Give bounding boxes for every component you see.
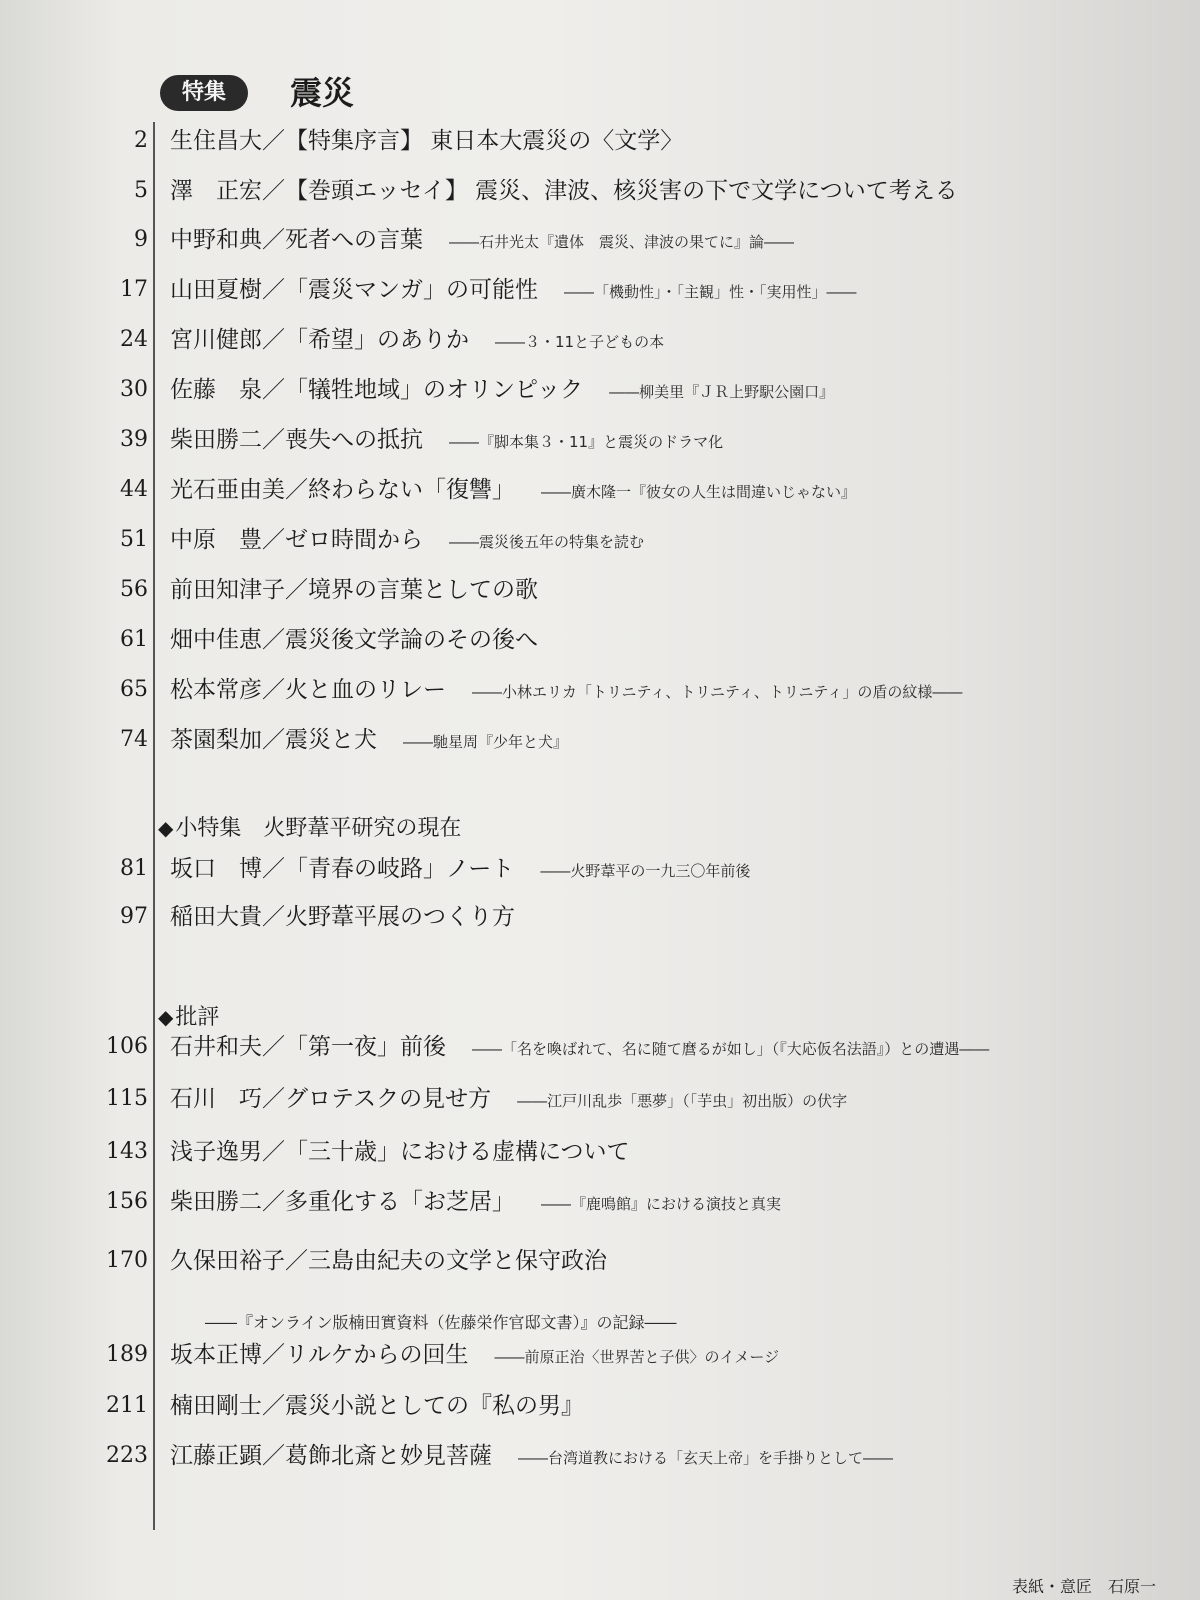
author-title-separator: ／ <box>262 427 285 453</box>
cover-credit: 表紙・意匠 石原一 <box>1012 1577 1157 1596</box>
entry-title: 「第一夜」前後 <box>285 1034 446 1060</box>
entry-subtitle: ――『脚本集３・11』と震災のドラマ化 <box>449 433 724 451</box>
toc-entry <box>0 1185 1200 1219</box>
author-title-separator: ／ <box>262 1443 285 1469</box>
toc-entry <box>0 223 1200 257</box>
entry-author: 柴田勝二 <box>170 1189 262 1215</box>
entry-line <box>170 1030 989 1066</box>
entry-title: 死者への言葉 <box>285 227 423 253</box>
entry-line <box>170 124 683 160</box>
toc-entry <box>0 723 1200 757</box>
author-title-separator: ／ <box>262 1342 285 1368</box>
entry-subtitle: ――馳星周『少年と犬』 <box>403 733 569 751</box>
entry-title: 火と血のリレー <box>285 677 446 703</box>
toc-entry <box>0 1135 1200 1169</box>
author-title-separator: ／ <box>285 1248 308 1274</box>
toc-entry <box>0 473 1200 507</box>
entry-subtitle-continuation: ――『オンライン版楠田實資料（佐藤栄作官邸文書）』の記録―― <box>205 1313 677 1332</box>
author-title-separator: ／ <box>262 1139 285 1165</box>
entry-author: 石川 巧 <box>170 1086 262 1112</box>
toc-entry <box>0 1030 1200 1064</box>
page-number: 9 <box>134 227 148 252</box>
entry-title: 【特集序言】 東日本大震災の〈文学〉 <box>285 128 684 154</box>
page-number: 115 <box>106 1086 148 1111</box>
entry-author: 稲田大貴 <box>170 904 262 930</box>
entry-author: 前田知津子 <box>170 577 285 603</box>
entry-subtitle: ――火野葦平の一九三〇年前後 <box>540 862 751 880</box>
entry-author: 佐藤 泉 <box>170 377 262 403</box>
toc-entry <box>0 673 1200 707</box>
entry-line <box>170 673 962 709</box>
entry-author: 浅子逸男 <box>170 1139 262 1165</box>
entry-title: 「犠牲地域」のオリンピック <box>285 377 584 403</box>
entry-author: 光石亜由美 <box>170 477 285 503</box>
page-number: 44 <box>120 477 148 502</box>
page-number: 65 <box>120 677 148 702</box>
toc-entry <box>0 523 1200 557</box>
entry-author: 澤 正宏 <box>170 178 262 204</box>
toc-entry <box>0 423 1200 457</box>
toc-entry <box>0 852 1200 886</box>
entry-line <box>170 1244 607 1280</box>
author-title-separator: ／ <box>262 377 285 403</box>
feature-badge: 特集 <box>160 75 248 111</box>
entry-title: ゼロ時間から <box>285 527 423 553</box>
entry-title: 「三十歳」における虚構について <box>285 1139 630 1165</box>
entry-author: 宮川健郎 <box>170 327 262 353</box>
page-number: 170 <box>106 1248 148 1273</box>
toc-entry <box>0 1244 1200 1278</box>
entry-title: 三島由紀夫の文学と保守政治 <box>308 1248 607 1274</box>
author-title-separator: ／ <box>262 627 285 653</box>
entry-line <box>170 473 856 509</box>
entry-title: 多重化する「お芝居」 <box>285 1189 515 1215</box>
entry-author: 久保田裕子 <box>170 1248 285 1274</box>
author-title-separator: ／ <box>262 856 285 882</box>
author-title-separator: ／ <box>262 128 285 154</box>
entry-author: 茶園梨加 <box>170 727 262 753</box>
toc-entry <box>0 1082 1200 1116</box>
entry-line <box>170 900 515 936</box>
entry-line <box>170 373 834 409</box>
entry-title: 【巻頭エッセイ】 震災、津波、核災害の下で文学について考える <box>285 178 958 204</box>
entry-author: 畑中佳恵 <box>170 627 262 653</box>
author-title-separator: ／ <box>285 477 308 503</box>
entry-author: 松本常彦 <box>170 677 262 703</box>
author-title-separator: ／ <box>262 677 285 703</box>
entry-title: グロテスクの見せ方 <box>285 1086 492 1112</box>
page-number: 56 <box>120 577 148 602</box>
page-number: 211 <box>106 1393 148 1418</box>
entry-subtitle: ――『鹿鳴館』における演技と真実 <box>541 1195 782 1213</box>
author-title-separator: ／ <box>262 1086 285 1112</box>
critique-heading <box>158 1002 219 1033</box>
entry-line <box>170 1082 847 1118</box>
toc-entry <box>0 573 1200 607</box>
entry-title: 喪失への抵抗 <box>285 427 423 453</box>
entry-author: 柴田勝二 <box>170 427 262 453</box>
entry-line <box>170 1135 630 1171</box>
entry-subtitle: ――廣木隆一『彼女の人生は間違いじゃない』 <box>541 483 857 501</box>
toc-entry <box>0 1338 1200 1372</box>
page-number: 223 <box>106 1443 148 1468</box>
entry-line <box>170 1439 893 1475</box>
toc-entry <box>0 323 1200 357</box>
diamond-icon: ◆ <box>158 816 174 840</box>
entry-subtitle: ――「名を喚ばれて、名に随て麿るが如し」（『大応仮名法語』）との遭遇―― <box>472 1040 990 1058</box>
entry-title: 終わらない「復讐」 <box>308 477 515 503</box>
toc-entry <box>0 273 1200 307</box>
author-title-separator: ／ <box>262 527 285 553</box>
entry-line <box>170 852 750 888</box>
page-number: 24 <box>120 327 148 352</box>
toc-entry <box>0 1439 1200 1473</box>
entry-author: 坂本正博 <box>170 1342 262 1368</box>
page-number: 5 <box>134 178 148 203</box>
entry-author: 中原 豊 <box>170 527 262 553</box>
entry-line <box>170 423 723 459</box>
page-number: 51 <box>120 527 148 552</box>
toc-entry <box>0 623 1200 657</box>
page-number: 2 <box>134 128 148 153</box>
entry-line <box>170 1338 779 1374</box>
page-number: 74 <box>120 727 148 752</box>
entry-line <box>170 723 568 759</box>
entry-title: 火野葦平展のつくり方 <box>285 904 515 930</box>
entry-author: 坂口 博 <box>170 856 262 882</box>
entry-author: 中野和典 <box>170 227 262 253</box>
entry-author: 山田夏樹 <box>170 277 262 303</box>
author-title-separator: ／ <box>262 727 285 753</box>
author-title-separator: ／ <box>262 327 285 353</box>
author-title-separator: ／ <box>285 577 308 603</box>
entry-line <box>170 223 794 259</box>
toc-entry <box>0 1389 1200 1423</box>
page-number: 106 <box>106 1034 148 1059</box>
entry-title: 震災と犬 <box>285 727 377 753</box>
author-title-separator: ／ <box>262 277 285 303</box>
page-number: 30 <box>120 377 148 402</box>
entry-title: 葛飾北斎と妙見菩薩 <box>285 1443 492 1469</box>
page-number: 81 <box>120 856 148 881</box>
author-title-separator: ／ <box>262 1189 285 1215</box>
entry-line <box>170 1389 584 1425</box>
author-title-separator: ／ <box>262 1393 285 1419</box>
entry-line <box>170 174 958 210</box>
entry-subtitle: ――前原正治〈世界苦と子供〉のイメージ <box>494 1348 780 1366</box>
page-number: 61 <box>120 627 148 652</box>
entry-subtitle: ――３・11と子どもの本 <box>495 333 665 351</box>
entry-subtitle: ――江戸川乱歩「悪夢」（「芋虫」初出版）の伏字 <box>517 1092 848 1110</box>
critique-label: 批評 <box>175 1005 220 1030</box>
page-number: 39 <box>120 427 148 452</box>
mini-feature-label: 小特集 火野葦平研究の現在 <box>175 816 462 841</box>
entry-subtitle: ――台湾道教における「玄天上帝」を手掛りとして―― <box>518 1449 894 1467</box>
entry-subtitle: ――石井光太『遺体 震災、津波の果てに』論―― <box>449 233 795 251</box>
entry-author: 江藤正顕 <box>170 1443 262 1469</box>
entry-subtitle: ――小林エリカ「トリニティ、トリニティ、トリニティ」の盾の紋様―― <box>472 683 963 701</box>
page-number: 143 <box>106 1139 148 1164</box>
page-number: 97 <box>120 904 148 929</box>
toc-entry <box>0 373 1200 407</box>
entry-author: 石井和夫 <box>170 1034 262 1060</box>
entry-title: 震災小説としての『私の男』 <box>285 1393 584 1419</box>
diamond-icon: ◆ <box>158 1005 174 1029</box>
entry-title: 「震災マンガ」の可能性 <box>285 277 538 303</box>
entry-line <box>170 623 538 659</box>
mini-feature-heading <box>158 813 461 844</box>
toc-entry <box>0 174 1200 208</box>
author-title-separator: ／ <box>262 904 285 930</box>
entry-subtitle: ――柳美里『ＪＲ上野駅公園口』 <box>609 383 835 401</box>
entry-title: 震災後文学論のその後へ <box>285 627 538 653</box>
entry-title: 「希望」のありか <box>285 327 469 353</box>
entry-line <box>170 273 857 309</box>
entry-line <box>170 323 664 359</box>
toc-entry <box>0 124 1200 158</box>
entry-title: リルケからの回生 <box>285 1342 469 1368</box>
entry-line <box>170 573 538 609</box>
entry-author: 生住昌大 <box>170 128 262 154</box>
entry-line <box>170 523 644 559</box>
author-title-separator: ／ <box>262 1034 285 1060</box>
entry-subtitle: ――「機動性」・「主観」性・「実用性」―― <box>564 283 857 301</box>
entry-title: 境界の言葉としての歌 <box>308 577 538 603</box>
page-number: 189 <box>106 1342 148 1367</box>
entry-subtitle: ――震災後五年の特集を読む <box>449 533 645 551</box>
toc-entry <box>0 900 1200 934</box>
author-title-separator: ／ <box>262 227 285 253</box>
page-number: 17 <box>120 277 148 302</box>
entry-line <box>170 1185 781 1221</box>
entry-author: 楠田剛士 <box>170 1393 262 1419</box>
feature-title: 震災 <box>290 74 355 112</box>
entry-title: 「青春の岐路」ノート <box>285 856 515 882</box>
page-number: 156 <box>106 1189 148 1214</box>
author-title-separator: ／ <box>262 178 285 204</box>
